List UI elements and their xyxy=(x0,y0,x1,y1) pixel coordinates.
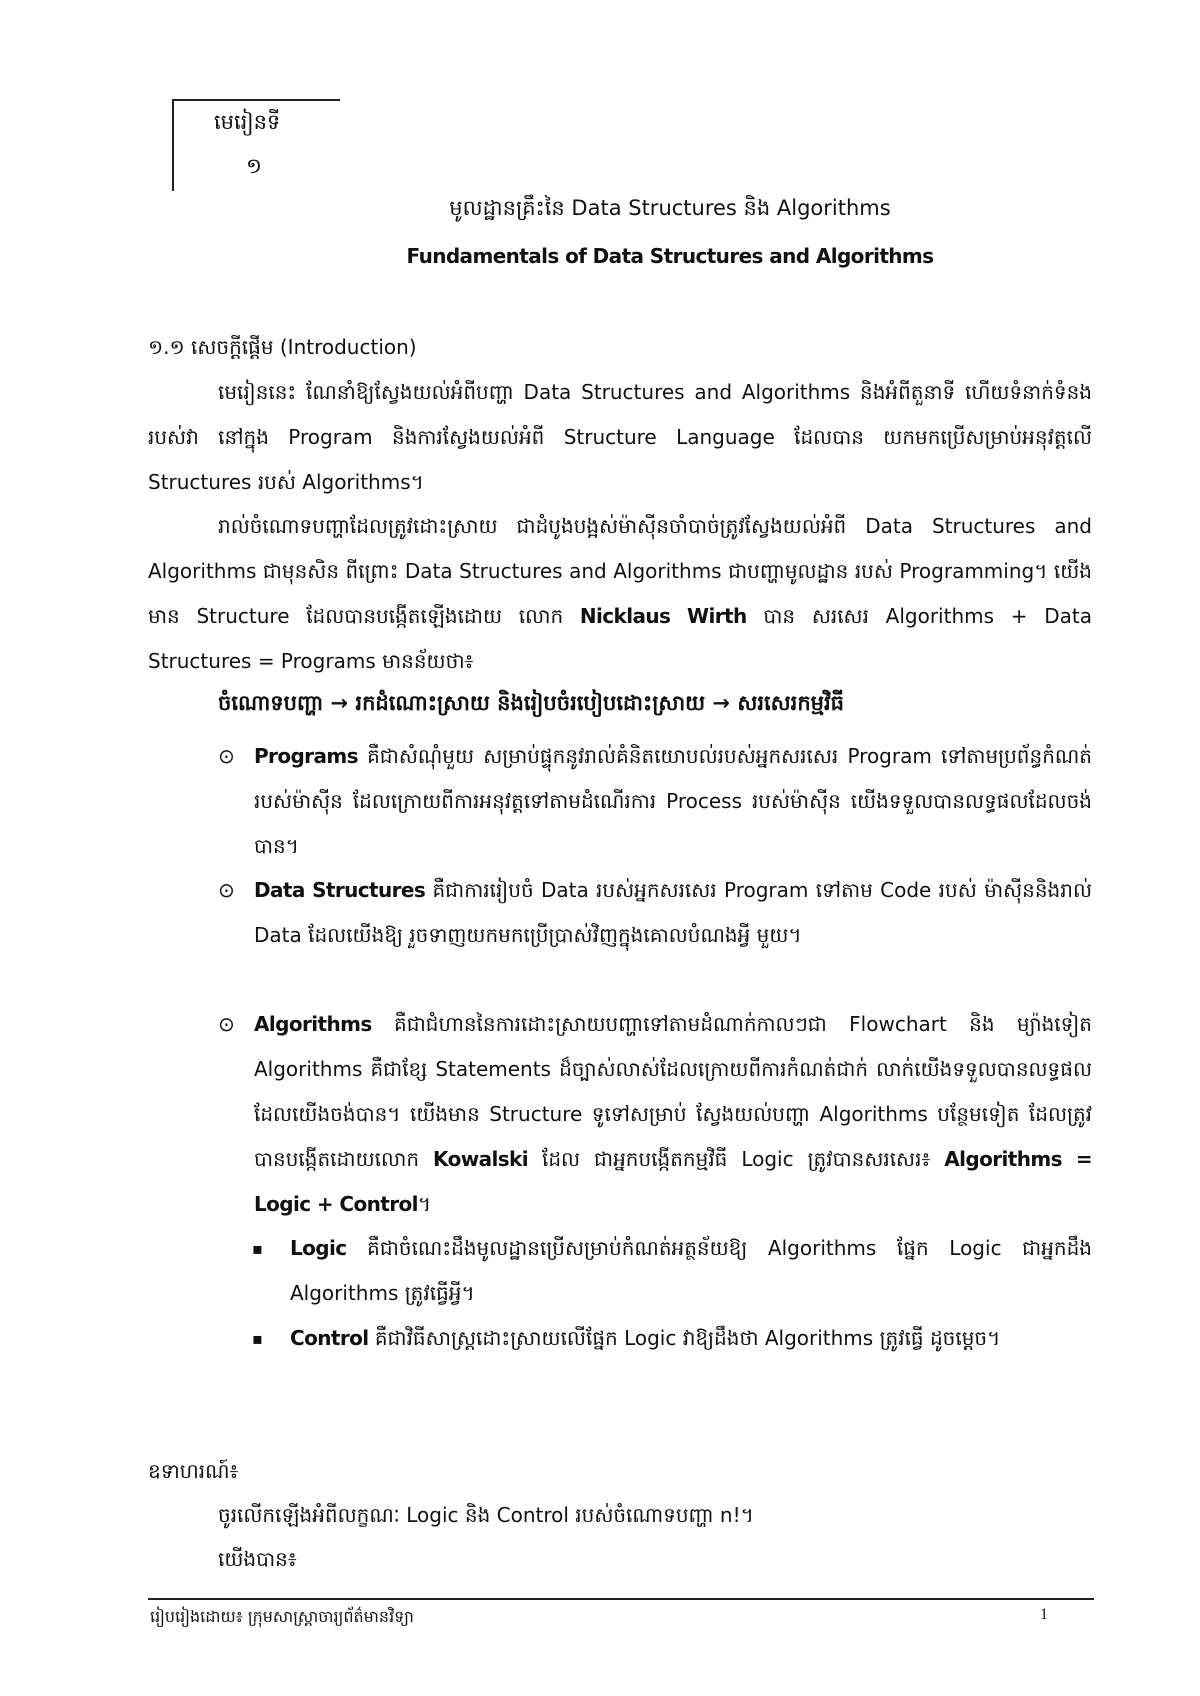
bullet-text-after: ដែល ជាអ្នកបង្កើតកម្មវិធី Logic ត្រូវបានសរសេរ៖ xyxy=(542,1147,931,1171)
page-number: 1 xyxy=(1040,1606,1048,1623)
lesson-box-top-border xyxy=(172,99,340,101)
bullet-programs xyxy=(218,734,1092,869)
footer-divider xyxy=(148,1598,1094,1600)
wirth-name: Nicklaus Wirth xyxy=(579,604,747,628)
bullet-term: Algorithms xyxy=(254,1012,372,1036)
lesson-number: ១ xyxy=(246,154,262,178)
kowalski-name: Kowalski xyxy=(433,1147,529,1171)
example-question: ចូរលើកឡើងអំពីលក្ខណៈ Logic និង Control របស់ចំណោទបញ្ហា n!។ xyxy=(218,1503,754,1527)
intro-paragraph xyxy=(148,370,1092,505)
sub-bullet-text: គឺជាចំណេះដឹងមូលដ្ឋានប្រើសម្រាប់កំណត់អត្ថន័យឱ្យ Algorithms ផ្នែក Logic ជាអ្នកដឹង Algorithms ត្រូវធ្វើអ្វី។ xyxy=(290,1236,1093,1305)
sub-bullet-control xyxy=(252,1316,1092,1361)
chapter-title-khmer: មូលដ្ឋានគ្រឹះនៃ Data Structures និង Algorithms xyxy=(449,196,891,220)
bullet-circle-icon: ⊙ xyxy=(218,1012,235,1036)
sub-bullet-text: គឺជាវិធីសាស្ត្រដោះស្រាយលើផ្នែក Logic វាឱ្យដឹងថា Algorithms ត្រូវធ្វើ ដូចម្តេច។ xyxy=(374,1326,1001,1350)
sub-bullet-term: Control xyxy=(290,1326,369,1350)
bullet-data-structures xyxy=(218,868,1092,958)
square-bullet-icon: ▪ xyxy=(252,1239,263,1258)
footer-author: រៀបរៀងដោយ៖ ក្រុមសាស្ត្រាចារ្យព័ត៌មានវិទ្យា xyxy=(150,1607,414,1626)
bullet-term: Data Structures xyxy=(254,878,426,902)
lesson-box-left-border xyxy=(172,99,174,191)
bullet-circle-icon: ⊙ xyxy=(218,878,235,902)
wirth-paragraph-text-after: បាន សរសេរ Algorithms + Data Structures = Programs មានន័យថា៖ xyxy=(148,604,1092,673)
formula-heading: ចំណោទបញ្ហា → រកដំណោះស្រាយ និងរៀបចំរបៀបដោះស្រាយ → សរសេរកម្មវិធី xyxy=(218,691,844,715)
bullet-algorithms xyxy=(218,1002,1092,1227)
section-heading: ១.១ សេចក្តីផ្តើម (Introduction) xyxy=(148,335,417,359)
lesson-label: មេរៀនទី xyxy=(214,110,281,134)
wirth-paragraph xyxy=(148,504,1092,684)
example-answer-intro: យើងបាន៖ xyxy=(218,1547,297,1571)
example-label: ឧទាហរណ៍៖ xyxy=(148,1459,239,1483)
lesson-box xyxy=(172,99,340,191)
bullet-text: គឺជាជំហាននៃការដោះស្រាយបញ្ហាទៅតាមដំណាក់កាលៗជា Flowchart និង ម្យ៉ាងទៀត Algorithms គឺជាខ្សែ Statements ដ៏ច្បាស់លាស់ដែលក្រោយពីការកំណត់ជាក់ លាក់យើងទទួលបានលទ្ធផលដែលយើងចង់បាន។ យើងមាន Structure ទូទៅសម្រាប់ ស្វែងយល់បញ្ហា Algorithms បន្ថែមទៀត ដែលត្រូវបានបង្កើតដោយលោក xyxy=(254,1012,1092,1171)
chapter-title-english: Fundamentals of Data Structures and Algorithms xyxy=(406,244,934,268)
square-bullet-icon: ▪ xyxy=(252,1329,263,1348)
algorithms-formula: Algorithms = Logic + Control xyxy=(254,1147,1093,1216)
sub-bullet-term: Logic xyxy=(290,1236,347,1260)
bullet-text: គឺជាការរៀបចំ Data របស់អ្នកសរសេរ Program ទៅតាម Code របស់ ម៉ាស៊ីននិងរាល់ Data ដែលយើងឱ្យ រួចទាញយកមកប្រើប្រាស់វិញក្នុងគោលបំណងអ្វី មួយ។ xyxy=(254,878,1092,947)
wirth-paragraph-text-before: រាល់ចំណោទបញ្ហាដែលត្រូវដោះស្រាយ ជាដំបូងបង្អស់ម៉ាស៊ីនចាំបាច់ត្រូវស្វែងយល់អំពី Data Structures and Algorithms ជាមុនសិន ពីព្រោះ Data Structures and Algorithms ជាបញ្ហាមូលដ្ឋាន របស់ Programming។ យើងមាន Structure ដែលបានបង្កើតឡើងដោយ លោក xyxy=(148,514,1092,628)
bullet-end-mark: ។ xyxy=(417,1192,432,1216)
bullet-term: Programs xyxy=(254,744,358,768)
bullet-circle-icon: ⊙ xyxy=(218,744,235,768)
sub-bullet-logic xyxy=(252,1226,1092,1316)
intro-paragraph-text: មេរៀននេះ ណែនាំឱ្យស្វែងយល់អំពីបញ្ហា Data Structures and Algorithms និងអំពីតួនាទី ហើយទំនាក់ទំនងរបស់វា នៅក្នុង Program និងការស្វែងយល់អំពី Structure Language ដែលបាន យកមកប្រើសម្រាប់អនុវត្តលើ Structures របស់ Algorithms។ xyxy=(148,380,1092,494)
bullet-text: គឺជាសំណុំមួយ សម្រាប់ផ្ទុកនូវរាល់គំនិតយោបល់របស់អ្នកសរសេរ Program ទៅតាមប្រព័ន្ធកំណត់របស់ម៉ាស៊ីន ដែលក្រោយពីការអនុវត្តទៅតាមដំណើរការ Process របស់ម៉ាស៊ីន យើងទទួលបានលទ្ធផលដែលចង់បាន។ xyxy=(254,744,1092,858)
